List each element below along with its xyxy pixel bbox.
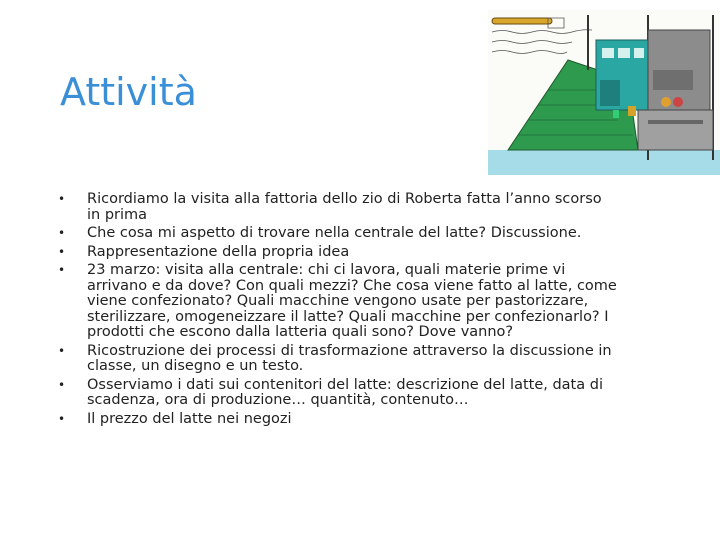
bullet-item [58,226,618,242]
bullet-dot-icon: • [58,343,66,358]
slide-title: Attività [60,70,197,114]
bullet-text: 23 marzo: visita alla centrale: chi ci lavora, quali materie prime vi arrivano e da dove? Con quali mezzi? Che cosa viene fatto al latte, come viene confezionato? Quali macchine vengono usate per pastorizzare, sterilizzare, omogeneizzare il latte? Quali macchine per confezionarlo? I prodotti che escono dalla latteria quali sono? Dove vanno? [87,262,617,340]
bullet-item [58,378,618,409]
bullet-text: Che cosa mi aspetto di trovare nella centrale del latte? Discussione. [87,225,582,241]
bullet-dot-icon: • [58,263,66,277]
child-drawing-illustration [488,10,720,175]
bullet-dot-icon: • [58,411,66,426]
bullet-dot-icon: • [58,192,66,206]
bullet-text: Osserviamo i dati sui contenitori del latte: descrizione del latte, data di scadenza, ora di produzione… quantità, contenuto… [87,376,603,408]
bullet-item [58,412,618,428]
bullet-item [58,344,618,375]
bullet-dot-icon: • [58,226,66,240]
bullet-text: Il prezzo del latte nei negozi [87,410,292,427]
bullet-text: Rappresentazione della propria idea [87,243,350,260]
activity-bullet-list [58,192,618,430]
bullet-dot-icon: • [58,377,66,392]
bullet-item [58,245,618,261]
bullet-text: Ricostruzione dei processi di trasformazione attraverso la discussione in classe, un disegno e un testo. [87,342,612,374]
bullet-item [58,192,618,223]
bullet-text: Ricordiamo la visita alla fattoria dello zio di Roberta fatta l’anno scorso in prima [87,191,602,223]
bullet-item [58,263,618,341]
bullet-dot-icon: • [58,244,66,259]
